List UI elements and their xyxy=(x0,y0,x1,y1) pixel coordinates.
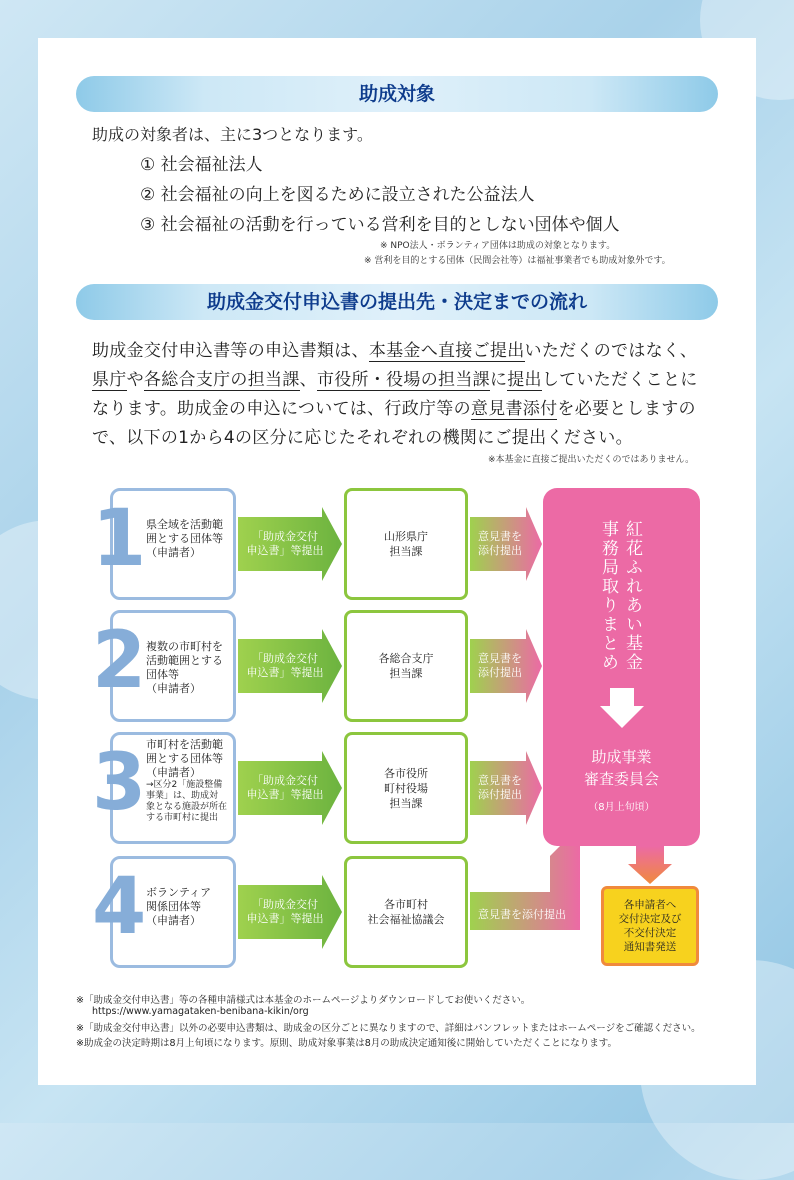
step-number: 2 xyxy=(92,616,147,706)
submit-label xyxy=(240,652,330,680)
applicant-line: 囲とする団体等 xyxy=(146,752,223,765)
submit-line: 「助成金交付 xyxy=(252,530,318,543)
office-text xyxy=(379,651,434,681)
office-line: 担当課 xyxy=(389,796,423,810)
office-line: 山形県庁 xyxy=(384,530,428,543)
result-line: 各申請者へ xyxy=(623,899,677,911)
target-item-3: ③ 社会福祉の活動を行っている営利を目的としない団体や個人 xyxy=(140,215,620,235)
applicant-text xyxy=(146,640,223,696)
submit-label xyxy=(240,898,330,926)
para-text: で、以下の1から4の区分に応じたそれぞれの機関にご提出ください。 xyxy=(92,428,633,448)
para-text: 助成金交付申込書等の申込書類は、 xyxy=(92,341,369,361)
applicant-text xyxy=(146,738,227,824)
opinion-arrow-icon xyxy=(470,846,592,956)
footnote-url[interactable]: https://www.yamagataken-benibana-kikin/org xyxy=(92,1006,309,1017)
submit-label xyxy=(240,774,330,802)
footnote-1: ※「助成金交付申込書」等の各種申請様式は本基金のホームページよりダウンロードしてお使いください。 xyxy=(76,995,531,1006)
target-note-1: ※ NPO法人・ボランティア団体は助成の対象となります。 xyxy=(380,241,616,251)
submit-line: 申込書」等提出 xyxy=(246,666,324,679)
result-line: 交付決定及び xyxy=(618,913,682,925)
office-text xyxy=(384,766,428,811)
footnote-3: ※助成金の決定時期は8月上旬頃になります。原則、助成対象事業は8月の助成決定通知後に開始していただくことになります。 xyxy=(76,1038,618,1049)
step-number: 1 xyxy=(92,494,147,584)
step-number: 3 xyxy=(92,738,147,828)
submit-line: 「助成金交付 xyxy=(252,898,318,911)
opinion-label xyxy=(470,530,530,558)
submit-line: 「助成金交付 xyxy=(252,774,318,787)
result-line: 通知書発送 xyxy=(623,941,677,953)
office-line: 各総合支庁 xyxy=(378,652,434,665)
applicant-line: する市町村に提出 xyxy=(146,813,219,823)
applicant-line: 団体等 xyxy=(146,668,179,681)
para-text: いただくのではなく、 xyxy=(524,341,698,361)
office-line: 担当課 xyxy=(389,545,423,558)
applicant-line: （申請者） xyxy=(146,914,201,927)
para-text: なります。助成金の申込については、行政庁等の xyxy=(92,399,471,419)
section-heading-target: 助成対象 xyxy=(76,76,718,112)
office-text xyxy=(384,529,428,559)
office-line: 担当課 xyxy=(389,667,423,680)
office-line: 町村役場 xyxy=(384,781,428,795)
opinion-line: 意見書を xyxy=(478,652,522,665)
para-line-4 xyxy=(92,423,633,448)
applicant-line: ボランティア xyxy=(146,886,212,899)
opinion-line: 意見書を添付提出 xyxy=(478,908,566,921)
opinion-line: 添付提出 xyxy=(478,544,522,557)
committee-line: 審査委員会 xyxy=(583,770,659,788)
step-number: 4 xyxy=(92,862,147,952)
applicant-line: 関係団体等 xyxy=(146,900,201,913)
fund-office: 事務局取りまとめ xyxy=(598,520,618,672)
submit-line: 申込書」等提出 xyxy=(246,912,324,925)
applicant-line: 事業」は、助成対 xyxy=(146,791,219,801)
committee-line: 助成事業 xyxy=(591,748,652,766)
submit-line: 申込書」等提出 xyxy=(246,544,324,557)
target-item-2: ② 社会福祉の向上を図るために設立された公益法人 xyxy=(140,185,535,205)
office-line: 各市役所 xyxy=(384,766,428,780)
footnote-2: ※「助成金交付申込書」以外の必要申込書類は、助成金の区分ごとに異なりますので、詳細はパンフレットまたはホームページをご確認ください。 xyxy=(76,1023,701,1034)
fund-box xyxy=(543,488,700,846)
opinion-label xyxy=(470,652,530,680)
para-note: ※本基金に直接ご提出いただくのではありません。 xyxy=(488,455,695,465)
applicant-line: 市町村を活動範 xyxy=(146,738,223,751)
result-line: 不交付決定 xyxy=(623,927,677,939)
applicant-line: 囲とする団体等 xyxy=(146,532,223,545)
applicant-line: 象となる施設が所在 xyxy=(146,802,228,812)
fund-name: 紅花ふれあい基金 xyxy=(622,520,642,672)
office-box xyxy=(344,488,468,600)
para-line-1 xyxy=(92,336,697,361)
applicant-line: （申請者） xyxy=(146,766,201,779)
committee-period: （8月上旬頃） xyxy=(588,802,655,813)
office-box xyxy=(344,610,468,722)
down-arrow-icon xyxy=(600,688,644,728)
opinion-line: 添付提出 xyxy=(478,788,522,801)
para-text: 、 xyxy=(299,370,317,390)
para-underline: 県庁 xyxy=(92,370,127,390)
applicant-line: （申請者） xyxy=(146,546,201,559)
target-intro: 助成の対象者は、主に3つとなります。 xyxy=(92,125,373,144)
applicant-line: （申請者） xyxy=(146,682,201,695)
office-box xyxy=(344,732,468,844)
para-text: していただくことに xyxy=(541,370,698,390)
result-arrow-icon xyxy=(628,846,672,884)
applicant-line: 複数の市町村を xyxy=(146,640,223,653)
section-heading-flow: 助成金交付申込書の提出先・決定までの流れ xyxy=(76,284,718,320)
opinion-line: 意見書を xyxy=(478,530,522,543)
applicant-line: 活動範囲とする xyxy=(146,654,223,667)
para-underline: 意見書添付 xyxy=(470,399,558,419)
para-text: や xyxy=(126,370,144,390)
office-line: 社会福祉協議会 xyxy=(367,913,445,926)
applicant-text xyxy=(146,886,211,928)
para-underline: 各総合支庁の担当課 xyxy=(143,370,300,390)
target-note-2: ※ 営利を目的とする団体（民間会社等）は福祉事業者でも助成対象外です。 xyxy=(364,256,671,266)
office-box xyxy=(344,856,468,968)
para-underline: 市役所・役場の担当課 xyxy=(316,370,490,390)
para-underline: 本基金へ直接ご提出 xyxy=(368,341,525,361)
applicant-text xyxy=(146,518,223,560)
opinion-label xyxy=(470,774,530,802)
office-text xyxy=(368,897,445,927)
para-underline: 提出 xyxy=(507,370,542,390)
target-item-1: ① 社会福祉法人 xyxy=(140,155,263,175)
submit-line: 「助成金交付 xyxy=(252,652,318,665)
para-line-3 xyxy=(92,394,696,419)
applicant-line: →区分2「施設整備 xyxy=(146,780,223,790)
opinion-line: 添付提出 xyxy=(478,666,522,679)
office-line: 各市町村 xyxy=(384,898,428,911)
opinion-line: 意見書を xyxy=(478,774,522,787)
submit-label xyxy=(240,530,330,558)
submit-line: 申込書」等提出 xyxy=(246,788,324,801)
committee xyxy=(543,746,700,790)
para-text: に xyxy=(489,370,508,390)
applicant-line: 県全域を活動範 xyxy=(146,518,223,531)
opinion-label xyxy=(478,906,566,922)
para-line-2 xyxy=(92,365,698,390)
result-box xyxy=(601,886,699,966)
para-text: を必要としますの xyxy=(557,399,696,419)
